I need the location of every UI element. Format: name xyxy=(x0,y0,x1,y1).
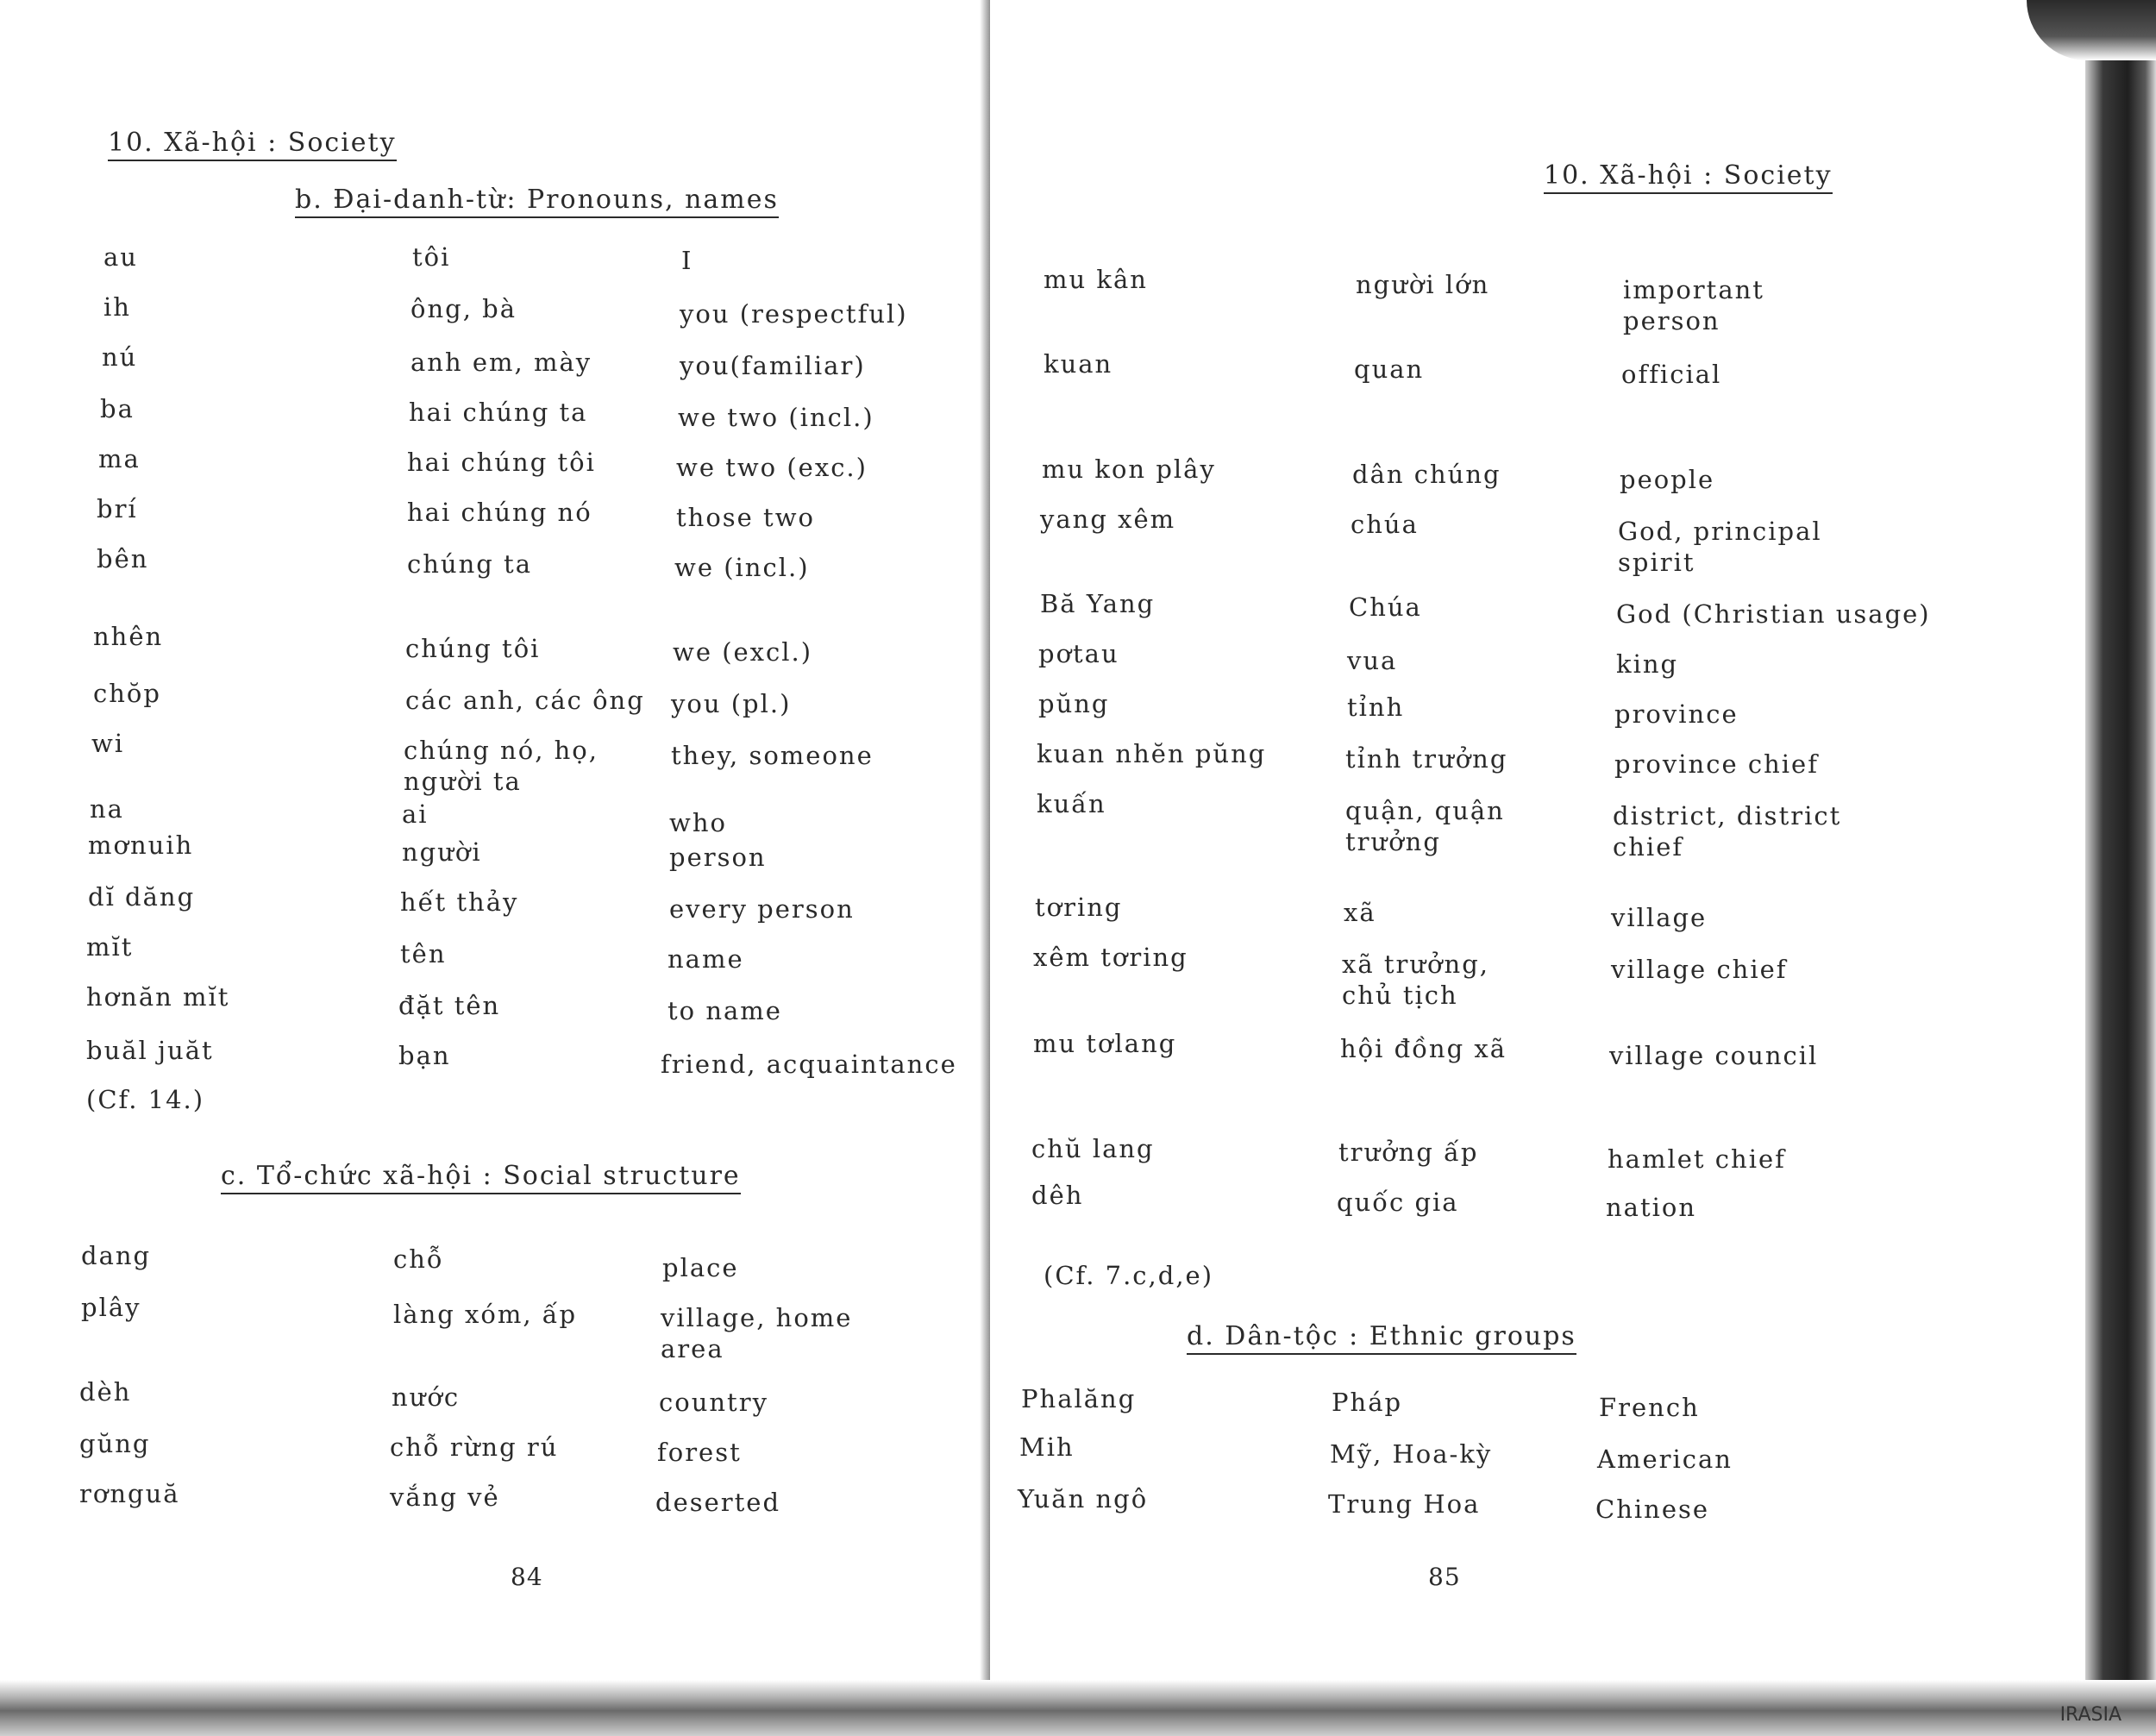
pronoun-term: nhên xyxy=(93,622,164,651)
entry-vietnamese: dân chúng xyxy=(1352,460,1501,489)
entry-term: pŭng xyxy=(1038,689,1110,718)
pronoun-english: we (excl.) xyxy=(673,637,813,667)
entry-english: district, district chief xyxy=(1613,801,1842,862)
entry-term: kuan nhĕn pŭng xyxy=(1037,739,1267,768)
book-edge-right xyxy=(2085,0,2156,1736)
social-vietnamese: vắng vẻ xyxy=(390,1482,500,1512)
social-english: forest xyxy=(657,1438,742,1467)
entry-term: mu kân xyxy=(1044,265,1148,294)
ethnic-vietnamese: Mỹ, Hoa-kỳ xyxy=(1330,1439,1493,1469)
pronoun-term: brí xyxy=(97,494,138,523)
social-term: plây xyxy=(81,1293,141,1322)
pronoun-vietnamese: ông, bà xyxy=(411,294,517,323)
pronoun-english: we two (exc.) xyxy=(676,453,868,482)
entry-vietnamese: hội đồng xã xyxy=(1340,1034,1507,1063)
pronoun-term: buăl juăt xyxy=(86,1036,214,1065)
social-vietnamese: chỗ xyxy=(393,1244,444,1274)
pronoun-vietnamese: chúng tôi xyxy=(405,634,541,663)
entry-vietnamese: người lớn xyxy=(1356,270,1490,299)
pronoun-term: dĭ dăng xyxy=(88,882,196,912)
entry-english: king xyxy=(1616,649,1679,679)
entry-vietnamese: xã trưởng, chủ tịch xyxy=(1342,949,1489,1011)
pronoun-english: person xyxy=(669,843,767,872)
entry-vietnamese: quận, quận trưởng xyxy=(1345,796,1505,857)
pronoun-term: mĭt xyxy=(86,932,134,962)
social-term: rơnguă xyxy=(79,1479,180,1508)
pronoun-english: we (incl.) xyxy=(674,553,810,582)
social-english: country xyxy=(659,1388,768,1417)
entry-vietnamese: xã xyxy=(1344,898,1376,927)
section-c-title: c. Tổ-chức xã-hội : Social structure xyxy=(221,1161,741,1194)
pronoun-term: mơnuih xyxy=(88,830,194,860)
entry-english: village council xyxy=(1609,1041,1819,1070)
entry-term: chŭ lang xyxy=(1031,1134,1155,1163)
book-bottom-edge xyxy=(0,1680,2156,1736)
section-d-title: d. Dân-tộc : Ethnic groups xyxy=(1187,1321,1576,1355)
entry-vietnamese: chúa xyxy=(1351,510,1419,539)
pronoun-english: who xyxy=(669,808,727,837)
pronoun-term: bên xyxy=(97,544,149,573)
watermark-text: IRASIA xyxy=(2059,1704,2122,1726)
pronoun-term: chŏp xyxy=(93,679,161,708)
social-term: gŭng xyxy=(79,1429,151,1458)
entry-term: yang xêm xyxy=(1040,505,1176,534)
social-english: place xyxy=(662,1253,739,1282)
ethnic-english: French xyxy=(1599,1393,1700,1422)
entry-english: province xyxy=(1614,699,1739,729)
pronoun-vietnamese: hai chúng ta xyxy=(409,398,588,427)
pronoun-term: ih xyxy=(103,292,131,322)
pronoun-vietnamese: tôi xyxy=(412,242,451,272)
entry-english: God, principal spirit xyxy=(1618,517,1822,578)
entry-vietnamese: quan xyxy=(1354,354,1425,384)
social-vietnamese: làng xóm, ấp xyxy=(393,1300,578,1329)
entry-term: mu kon plây xyxy=(1042,454,1216,484)
pronoun-english: they, someone xyxy=(671,741,874,770)
left-page-number: 84 xyxy=(511,1563,543,1591)
social-vietnamese: chỗ rừng rú xyxy=(390,1432,559,1462)
entry-english: people xyxy=(1620,465,1715,494)
pronoun-english: you(familiar) xyxy=(680,351,866,380)
entry-english: God (Christian usage) xyxy=(1616,599,1931,629)
pronoun-term: au xyxy=(103,242,138,272)
social-english: village, home area xyxy=(661,1303,853,1364)
social-term: dang xyxy=(81,1241,152,1270)
pronoun-english: we two (incl.) xyxy=(678,403,874,432)
entry-english: village chief xyxy=(1611,955,1788,984)
pronoun-english: those two xyxy=(676,503,815,532)
ethnic-term: Yuăn ngô xyxy=(1018,1484,1149,1514)
pronoun-english: every person xyxy=(669,894,855,924)
entry-english: important person xyxy=(1623,275,1764,336)
entry-vietnamese: Chúa xyxy=(1349,592,1422,622)
ethnic-term: Mih xyxy=(1019,1432,1075,1462)
right-cf-note: (Cf. 7.c,d,e) xyxy=(1044,1261,1214,1290)
entry-vietnamese: vua xyxy=(1347,646,1398,675)
right-page xyxy=(990,0,2111,1736)
left-page xyxy=(0,0,1011,1736)
pronoun-vietnamese: đặt tên xyxy=(398,991,501,1020)
entry-vietnamese: tỉnh xyxy=(1347,693,1405,722)
right-page-number: 85 xyxy=(1428,1563,1461,1591)
ethnic-term: Phalăng xyxy=(1021,1384,1137,1413)
section-b-title: b. Đại-danh-từ: Pronouns, names xyxy=(295,185,779,218)
pronoun-vietnamese: ai xyxy=(402,799,429,829)
pronoun-vietnamese: chúng nó, họ, người ta xyxy=(404,736,599,797)
pronoun-english: you (pl.) xyxy=(671,689,792,718)
entry-term: xêm tơring xyxy=(1033,943,1188,972)
social-english: deserted xyxy=(655,1488,781,1517)
pronoun-english: I xyxy=(681,246,693,275)
pronoun-term: ba xyxy=(100,394,135,423)
pronoun-english: you (respectful) xyxy=(680,299,908,329)
pronoun-vietnamese: người xyxy=(402,837,482,867)
entry-term: mu tơlang xyxy=(1033,1029,1177,1058)
entry-term: dêh xyxy=(1031,1181,1084,1210)
entry-term: kuấn xyxy=(1037,789,1106,818)
pronoun-vietnamese: tên xyxy=(400,939,447,968)
social-vietnamese: nước xyxy=(392,1382,461,1412)
pronoun-vietnamese: hai chúng nó xyxy=(407,498,592,527)
pronoun-term: ma xyxy=(98,444,141,473)
pronoun-english: name xyxy=(667,944,744,974)
entry-term: kuan xyxy=(1044,349,1113,379)
pronoun-term: nú xyxy=(102,342,138,372)
pronoun-term: na xyxy=(90,794,124,824)
entry-vietnamese: quốc gia xyxy=(1337,1188,1459,1217)
right-page-header: 10. Xã-hội : Society xyxy=(1544,160,1833,194)
ethnic-vietnamese: Trung Hoa xyxy=(1328,1489,1481,1519)
entry-term: tơring xyxy=(1035,893,1123,922)
pronoun-vietnamese: hai chúng tôi xyxy=(407,448,596,477)
ethnic-vietnamese: Pháp xyxy=(1332,1388,1403,1417)
social-term: dèh xyxy=(79,1377,132,1407)
entry-term: pơtau xyxy=(1038,639,1119,668)
pronoun-vietnamese: bạn xyxy=(398,1041,451,1070)
entry-english: hamlet chief xyxy=(1608,1144,1786,1174)
pronoun-vietnamese: các anh, các ông xyxy=(405,686,645,715)
entry-english: village xyxy=(1611,903,1708,932)
left-page-header: 10. Xã-hội : Society xyxy=(108,128,397,161)
pronoun-term: hơnăn mĭt xyxy=(86,982,230,1012)
entry-english: official xyxy=(1621,360,1722,389)
entry-term: Bă Yang xyxy=(1040,589,1156,618)
pronoun-english: to name xyxy=(667,996,782,1025)
entry-english: nation xyxy=(1606,1193,1697,1222)
left-cf-note: (Cf. 14.) xyxy=(86,1085,205,1114)
entry-english: province chief xyxy=(1614,749,1819,779)
pronoun-term: wi xyxy=(91,729,125,758)
pronoun-english: friend, acquaintance xyxy=(661,1050,957,1079)
entry-vietnamese: trưởng ấp xyxy=(1338,1137,1479,1167)
pronoun-vietnamese: chúng ta xyxy=(407,549,532,579)
entry-vietnamese: tỉnh trưởng xyxy=(1345,744,1508,774)
ethnic-english: Chinese xyxy=(1595,1495,1710,1524)
pronoun-vietnamese: anh em, mày xyxy=(411,348,592,377)
ethnic-english: American xyxy=(1597,1445,1733,1474)
pronoun-vietnamese: hết thảy xyxy=(400,887,519,917)
